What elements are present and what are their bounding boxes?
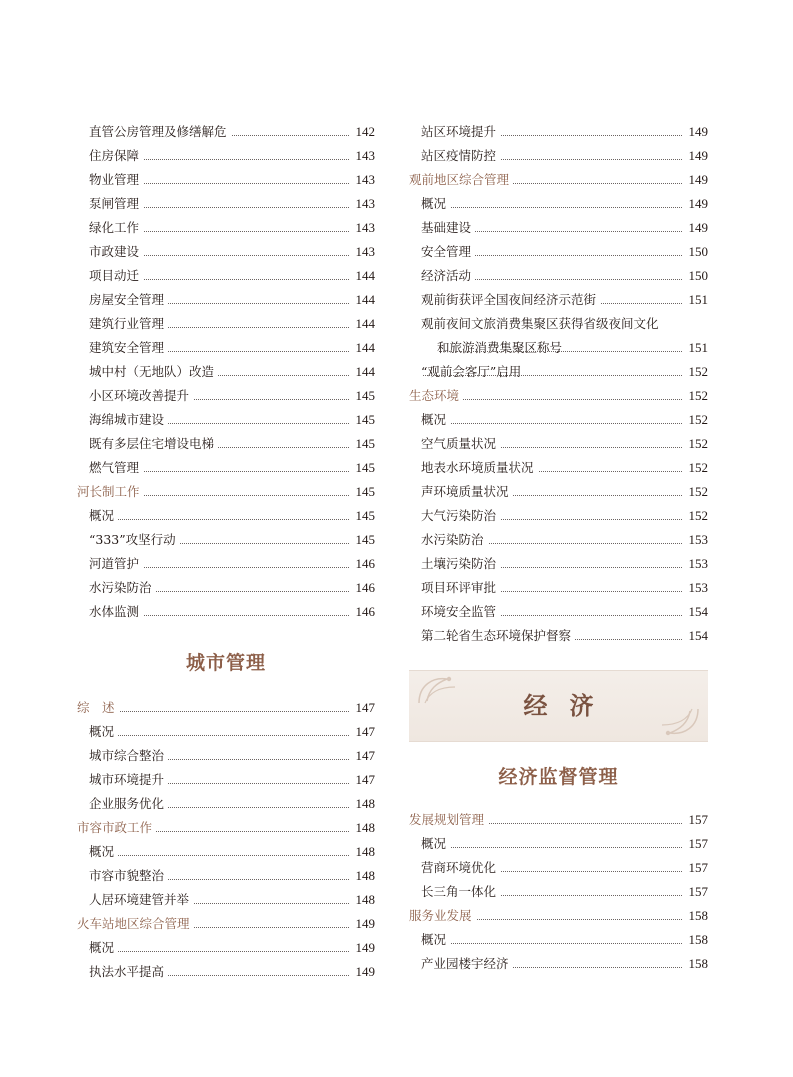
- toc-entry-page: 153: [688, 556, 708, 571]
- toc-entry-label: 河道管护: [89, 552, 143, 576]
- toc-entry-page: 143: [355, 244, 375, 259]
- toc-entry[interactable]: [77, 936, 375, 960]
- toc-entry-page: 158: [688, 932, 708, 947]
- toc-entry-label: 声环境质量状况: [421, 480, 513, 504]
- toc-entry-page: 149: [688, 196, 708, 211]
- toc-entry[interactable]: [77, 120, 375, 144]
- toc-entry[interactable]: [77, 168, 375, 192]
- toc-entry-page: 145: [355, 436, 375, 451]
- toc-heading-label: 生态环境: [409, 384, 463, 408]
- toc-entry[interactable]: [77, 240, 375, 264]
- toc-group-guanqian: [409, 168, 708, 192]
- toc-entry-label: 泵闸管理: [89, 192, 143, 216]
- toc-entry-label: 概况: [89, 840, 118, 864]
- toc-entry[interactable]: [409, 288, 708, 312]
- toc-entry-page: 152: [688, 412, 708, 427]
- toc-entry-page: 149: [688, 172, 708, 187]
- toc-entry-label: 概况: [89, 504, 118, 528]
- toc-section-heading[interactable]: [77, 912, 375, 936]
- section-title-economic-supervision: 经济监督管理: [498, 766, 619, 788]
- toc-entry-label: 经济活动: [421, 264, 475, 288]
- toc-entry[interactable]: [77, 552, 375, 576]
- toc-entry[interactable]: [409, 240, 708, 264]
- toc-entry-page: 148: [355, 892, 375, 907]
- toc-entry-page: 154: [688, 628, 708, 643]
- toc-entry-label: 水体监测: [89, 600, 143, 624]
- toc-entry-label: 企业服务优化: [89, 792, 168, 816]
- toc-entry-page: 145: [355, 460, 375, 475]
- toc-entry-page: 144: [355, 268, 375, 283]
- toc-entry-page: 151: [688, 292, 708, 307]
- toc-entry[interactable]: [409, 856, 708, 880]
- toc-group-development-planning: [409, 808, 708, 904]
- toc-entry[interactable]: [77, 432, 375, 456]
- toc-entry-page: 142: [355, 124, 375, 139]
- toc-section-heading[interactable]: [409, 904, 708, 928]
- toc-heading-label: 发展规划管理: [409, 808, 488, 832]
- toc-entry-label: 城市综合整治: [89, 744, 168, 768]
- toc-entry[interactable]: [409, 928, 708, 952]
- toc-entry-label: 站区环境提升: [421, 120, 500, 144]
- toc-entry-page: 157: [688, 860, 708, 875]
- toc-entry-label: 水污染防治: [89, 576, 156, 600]
- toc-section-heading[interactable]: [409, 168, 708, 192]
- toc-entry-label: 项目环评审批: [421, 576, 500, 600]
- toc-entry-page: 154: [688, 604, 708, 619]
- toc-leader-dots: [79, 711, 349, 712]
- toc-group-ecology: [409, 384, 708, 648]
- toc-group: [409, 120, 708, 168]
- toc-entry[interactable]: [409, 832, 708, 856]
- toc-entry[interactable]: [409, 880, 708, 904]
- toc-heading-label: 综 述: [77, 696, 119, 720]
- toc-entry[interactable]: [77, 264, 375, 288]
- toc-entry-label: 概况: [421, 192, 450, 216]
- toc-entry-page: 146: [355, 580, 375, 595]
- toc-entry-page: 158: [688, 956, 708, 971]
- toc-entry[interactable]: [77, 768, 375, 792]
- toc-entry[interactable]: [77, 744, 375, 768]
- toc-entry-label: 土壤污染防治: [421, 552, 500, 576]
- toc-entry-page: 145: [355, 388, 375, 403]
- toc-entry[interactable]: [77, 720, 375, 744]
- toc-entry-label-line1: 观前夜间文旅消费集聚区获得省级夜间文化: [421, 312, 663, 336]
- toc-entry-label: 空气质量状况: [421, 432, 500, 456]
- toc-entry-page: 143: [355, 220, 375, 235]
- toc-entry-page: 144: [355, 340, 375, 355]
- toc-entry-page: 148: [355, 844, 375, 859]
- chapter-title: 经济: [523, 691, 616, 720]
- toc-entry-page: 143: [355, 196, 375, 211]
- toc-leader-dots: [423, 423, 682, 424]
- toc-entry[interactable]: [77, 504, 375, 528]
- toc-leader-dots: [91, 951, 349, 952]
- toc-section-heading[interactable]: [77, 480, 375, 504]
- toc-group: [77, 120, 375, 480]
- toc-entry-label: 站区疫情防控: [421, 144, 500, 168]
- toc-entry[interactable]: [409, 552, 708, 576]
- toc-entry-page: 151: [688, 340, 708, 355]
- toc-entry[interactable]: [77, 576, 375, 600]
- toc-leader-dots: [91, 855, 349, 856]
- toc-entry-page: 149: [688, 220, 708, 235]
- toc-entry-page: 153: [688, 532, 708, 547]
- toc-entry-page: 144: [355, 292, 375, 307]
- toc-entry-label: 产业园楼宇经济: [421, 952, 513, 976]
- section-title-city-management: 城市管理: [185, 652, 266, 674]
- toc-entry-label: 市容市貌整治: [89, 864, 168, 888]
- toc-entry-page: 145: [355, 532, 375, 547]
- toc-entry-label: 概况: [421, 832, 450, 856]
- toc-section-heading[interactable]: [77, 816, 375, 840]
- toc-left-column: [77, 120, 375, 984]
- toc-entry[interactable]: [77, 528, 375, 552]
- toc-entry-page: 148: [355, 820, 375, 835]
- toc-entry-label: 第二轮省生态环境保护督察: [421, 624, 575, 648]
- toc-entry[interactable]: [77, 336, 375, 360]
- toc-entry[interactable]: [77, 312, 375, 336]
- toc-entry-label: 概况: [421, 928, 450, 952]
- toc-entry-label: 直管公房管理及修缮解危: [89, 120, 231, 144]
- toc-entry-page: 145: [355, 412, 375, 427]
- toc-entry-label: 住房保障: [89, 144, 143, 168]
- chapter-banner-economy: [409, 670, 708, 742]
- toc-entry-label: 概况: [421, 408, 450, 432]
- toc-entry-page: 158: [688, 908, 708, 923]
- toc-entry[interactable]: [77, 864, 375, 888]
- toc-entry-page: 149: [688, 148, 708, 163]
- toc-entry-label: 建筑安全管理: [89, 336, 168, 360]
- toc-entry-label: 项目动迁: [89, 264, 143, 288]
- toc-entry[interactable]: [77, 456, 375, 480]
- toc-entry-page: 147: [355, 748, 375, 763]
- toc-entry[interactable]: [77, 600, 375, 624]
- toc-entry[interactable]: [409, 120, 708, 144]
- toc-heading-label: 河长制工作: [77, 480, 144, 504]
- toc-entry-page: 152: [688, 436, 708, 451]
- toc-entry-page: 143: [355, 148, 375, 163]
- toc-entry[interactable]: [409, 576, 708, 600]
- toc-entry[interactable]: [409, 360, 708, 384]
- toc-entry[interactable]: [409, 192, 708, 216]
- toc-entry[interactable]: [409, 456, 708, 480]
- toc-right-column: [409, 120, 708, 976]
- toc-entry-page: 152: [688, 484, 708, 499]
- toc-entry-page: 143: [355, 172, 375, 187]
- toc-entry[interactable]: [77, 840, 375, 864]
- toc-entry-label: 大气污染防治: [421, 504, 500, 528]
- toc-entry-page: 149: [355, 940, 375, 955]
- toc-entry-label: 城市环境提升: [89, 768, 168, 792]
- toc-entry-page: 152: [688, 364, 708, 379]
- toc-entry-page: 157: [688, 884, 708, 899]
- toc-entry-label: 环境安全监管: [421, 600, 500, 624]
- toc-entry-label: 营商环境优化: [421, 856, 500, 880]
- toc-entry[interactable]: [409, 408, 708, 432]
- toc-group-service-industry: [409, 904, 708, 976]
- toc-section-heading[interactable]: [409, 384, 708, 408]
- toc-section-heading[interactable]: [409, 808, 708, 832]
- toc-entry-page: 150: [688, 268, 708, 283]
- toc-entry-label: 执法水平提高: [89, 960, 168, 984]
- toc-entry-label: “333”攻坚行动: [89, 528, 180, 552]
- toc-heading-label: 市容市政工作: [77, 816, 156, 840]
- toc-entry-label: 既有多层住宅增设电梯: [89, 432, 218, 456]
- toc-entry-label: 物业管理: [89, 168, 143, 192]
- toc-entry-label: 海绵城市建设: [89, 408, 168, 432]
- toc-entry[interactable]: [409, 144, 708, 168]
- toc-entry-page: 145: [355, 484, 375, 499]
- toc-leader-dots: [91, 519, 349, 520]
- toc-entry[interactable]: [77, 144, 375, 168]
- toc-entry-label: 概况: [89, 936, 118, 960]
- toc-entry-label: 燃气管理: [89, 456, 143, 480]
- toc-entry[interactable]: [409, 480, 708, 504]
- toc-entry-label: 绿化工作: [89, 216, 143, 240]
- toc-entry[interactable]: [77, 360, 375, 384]
- toc-entry-page: 148: [355, 868, 375, 883]
- toc-entry-label: 安全管理: [421, 240, 475, 264]
- toc-entry-page: 146: [355, 556, 375, 571]
- toc-entry[interactable]: [77, 792, 375, 816]
- toc-entry-page: 144: [355, 364, 375, 379]
- toc-entry-label: 城中村（无地队）改造: [89, 360, 218, 384]
- toc-entry-label: 观前街获评全国夜间经济示范街: [421, 288, 600, 312]
- toc-section-heading[interactable]: [77, 696, 375, 720]
- toc-entry-page: 148: [355, 796, 375, 811]
- toc-group-city-appearance: [77, 816, 375, 912]
- toc-entry[interactable]: [77, 192, 375, 216]
- toc-entry-page: 147: [355, 700, 375, 715]
- toc-entry[interactable]: [77, 960, 375, 984]
- toc-leader-dots: [91, 735, 349, 736]
- toc-entry-page: 149: [355, 916, 375, 931]
- toc-entry[interactable]: [77, 216, 375, 240]
- toc-entry-label: 长三角一体化: [421, 880, 500, 904]
- toc-entry-page: 147: [355, 772, 375, 787]
- toc-entry[interactable]: [409, 264, 708, 288]
- toc-entry-label: “观前会客厅”启用: [421, 360, 525, 384]
- toc-entry-label: 基础建设: [421, 216, 475, 240]
- toc-entry-page: 157: [688, 836, 708, 851]
- toc-group-guanqian-items: [409, 192, 708, 312]
- toc-entry-page: 157: [688, 812, 708, 827]
- toc-entry[interactable]: [409, 432, 708, 456]
- toc-entry[interactable]: [77, 288, 375, 312]
- toc-entry-page: 146: [355, 604, 375, 619]
- toc-entry[interactable]: [409, 504, 708, 528]
- toc-entry-page: 152: [688, 460, 708, 475]
- toc-entry-label: 房屋安全管理: [89, 288, 168, 312]
- toc-entry-page: 144: [355, 316, 375, 331]
- toc-entry-page: 152: [688, 388, 708, 403]
- toc-entry[interactable]: [409, 952, 708, 976]
- toc-entry[interactable]: [77, 408, 375, 432]
- toc-group-railway-station: [77, 912, 375, 984]
- toc-entry-label: 小区环境改善提升: [89, 384, 193, 408]
- toc-leader-dots: [423, 847, 682, 848]
- toc-heading-label: 观前地区综合管理: [409, 168, 513, 192]
- toc-entry-label: 人居环境建管并举: [89, 888, 193, 912]
- toc-entry-label: 市政建设: [89, 240, 143, 264]
- toc-entry[interactable]: [77, 888, 375, 912]
- toc-entry[interactable]: [409, 528, 708, 552]
- toc-entry[interactable]: [77, 384, 375, 408]
- toc-heading-label: 火车站地区综合管理: [77, 912, 194, 936]
- toc-entry-label-line2: 和旅游消费集聚区称号: [437, 336, 566, 360]
- toc-entry[interactable]: [409, 216, 708, 240]
- toc-entry-multiline-cont[interactable]: [409, 336, 708, 360]
- toc-group-overview: [77, 696, 375, 816]
- toc-entry-label: 水污染防治: [421, 528, 488, 552]
- toc-entry[interactable]: [409, 624, 708, 648]
- toc-entry-page: 153: [688, 580, 708, 595]
- toc-heading-label: 服务业发展: [409, 904, 476, 928]
- toc-entry-page: 149: [355, 964, 375, 979]
- toc-entry-page: 147: [355, 724, 375, 739]
- toc-leader-dots: [423, 375, 682, 376]
- toc-entry[interactable]: [409, 600, 708, 624]
- toc-entry-label: 概况: [89, 720, 118, 744]
- toc-leader-dots: [423, 943, 682, 944]
- toc-entry-page: 149: [688, 124, 708, 139]
- toc-entry-label: 建筑行业管理: [89, 312, 168, 336]
- toc-entry-multiline[interactable]: [409, 312, 708, 336]
- toc-group-river-chief: [77, 480, 375, 624]
- toc-entry-page: 145: [355, 508, 375, 523]
- toc-leader-dots: [423, 207, 682, 208]
- toc-entry-label: 地表水环境质量状况: [421, 456, 538, 480]
- toc-entry-page: 152: [688, 508, 708, 523]
- toc-leader-dots: [439, 351, 682, 352]
- toc-entry-page: 150: [688, 244, 708, 259]
